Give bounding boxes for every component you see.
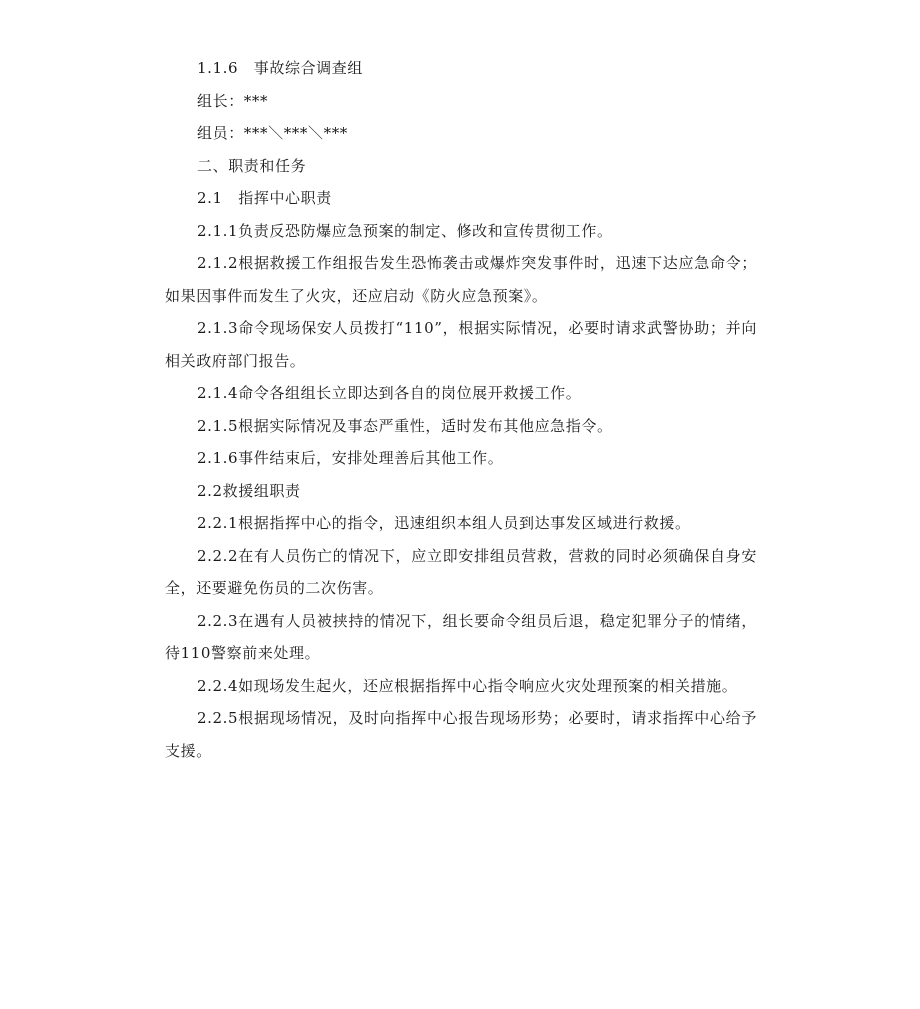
section-heading-2-1: 2.1 指挥中心职责 — [197, 189, 332, 207]
chapter-heading-duties: 二、职责和任务 — [197, 156, 307, 175]
paragraph-2-1-5: 2.1.5根据实际情况及事态严重性，适时发布其他应急指令。 — [197, 416, 613, 435]
paragraph-2-1-4: 2.1.4命令各组组长立即达到各自的岗位展开救援工作。 — [197, 384, 582, 402]
paragraph-2-2-2: 2.2.2在有人员伤亡的情况下，应立即安排组员营救，营救的同时必须确保自身安全，还要避免伤员的二次伤害。 — [165, 546, 757, 597]
paragraph-2-2-3: 2.2.3在遇有人员被挟持的情况下，组长要命令组员后退，稳定犯罪分子的情绪，待110警察前来处理。 — [165, 611, 757, 662]
paragraph-2-1-1: 2.1.1负责反恐防爆应急预案的制定、修改和宣传贯彻工作。 — [197, 221, 613, 240]
paragraph-2-1-2: 2.1.2根据救援工作组报告发生恐怖袭击或爆炸突发事件时，迅速下达应急命令；如果因事件而发生了火灾，还应启动《防火应急预案》。 — [165, 254, 757, 305]
group-members-line: 组员：***＼***＼*** — [197, 124, 348, 142]
paragraph-2-2-5: 2.2.5根据现场情况，及时向指挥中心报告现场形势；必要时，请求指挥中心给予支援。 — [165, 709, 757, 760]
document-body — [165, 52, 757, 767]
paragraph-2-1-6: 2.1.6事件结束后，安排处理善后其他工作。 — [197, 449, 504, 467]
group-leader-line: 组长：*** — [197, 91, 269, 110]
paragraph-2-2-1: 2.2.1根据指挥中心的指令，迅速组织本组人员到达事发区域进行救援。 — [197, 514, 691, 532]
paragraph-2-2-4: 2.2.4如现场发生起火，还应根据指挥中心指令响应火灾处理预案的相关措施。 — [197, 676, 738, 695]
section-heading-2-2: 2.2救援组职责 — [197, 481, 301, 500]
paragraph-2-1-3: 2.1.3命令现场保安人员拨打“110”，根据实际情况，必要时请求武警协助；并向相关政府部门报告。 — [165, 319, 757, 370]
section-heading-1-1-6: 1.1.6 事故综合调查组 — [197, 59, 363, 77]
